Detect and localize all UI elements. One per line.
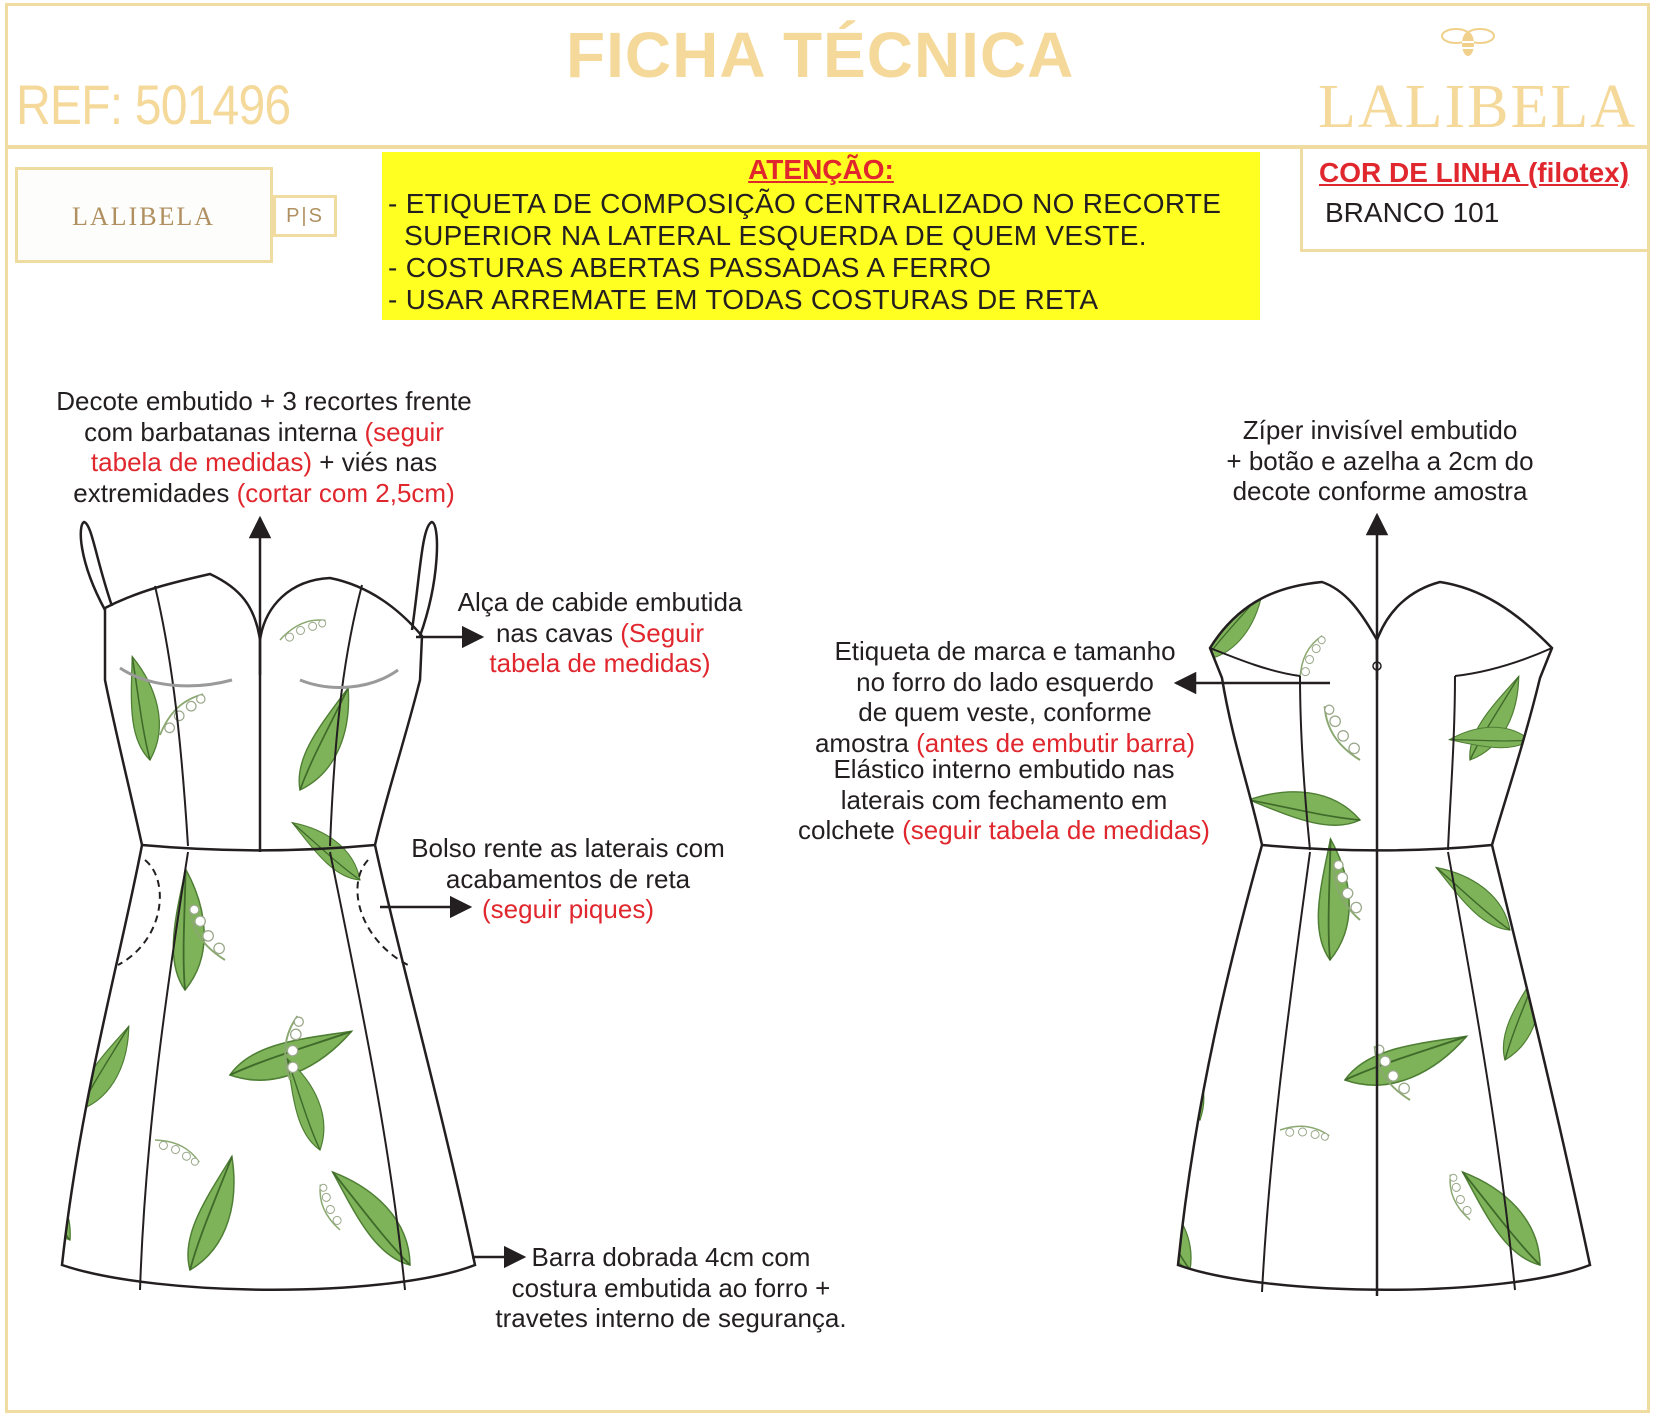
label-brand: LALIBELA bbox=[72, 202, 216, 231]
note-line: costura embutida ao forro + bbox=[511, 1272, 831, 1303]
note-line: travetes interno de segurança. bbox=[495, 1303, 847, 1333]
note-line bbox=[48, 447, 480, 478]
note-highlight: (seguir tabela de medidas) bbox=[902, 815, 1210, 845]
reference-code: REF: 501496 bbox=[16, 73, 291, 136]
notice-line: - ETIQUETA DE COMPOSIÇÃO CENTRALIZADO NO RECORTE bbox=[388, 188, 1222, 219]
note-highlight: tabela de medidas) bbox=[90, 447, 313, 477]
notice-line: - COSTURAS ABERTAS PASSADAS A FERRO bbox=[388, 252, 992, 283]
note-line: Decote embutido + 3 recortes frente bbox=[56, 386, 472, 416]
thread-value: BRANCO 101 bbox=[1325, 197, 1500, 228]
notice-line: - USAR ARREMATE EM TODAS COSTURAS DE RETA bbox=[388, 284, 1099, 315]
note-line: Zíper invisível embutido bbox=[1242, 415, 1518, 445]
notice-line: SUPERIOR NA LATERAL ESQUERDA DE QUEM VESTE. bbox=[388, 220, 1147, 251]
note-text: amostra bbox=[814, 727, 917, 758]
note-elastic bbox=[784, 754, 1224, 846]
note-pocket bbox=[400, 833, 736, 925]
note-line: decote conforme amostra bbox=[1232, 476, 1528, 506]
note-highlight: (seguir piques) bbox=[482, 894, 654, 924]
note-line: Alça de cabide embutida bbox=[457, 587, 743, 617]
note-text: nas cavas bbox=[495, 617, 621, 648]
note-line bbox=[48, 478, 480, 509]
note-highlight: tabela de medidas) bbox=[489, 648, 711, 678]
note-line: Elástico interno embutido nas bbox=[833, 754, 1175, 784]
note-highlight: (cortar com 2,5cm) bbox=[236, 477, 455, 508]
note-line: Barra dobrada 4cm com bbox=[531, 1242, 811, 1272]
thread-title: COR DE LINHA (filotex) bbox=[1319, 157, 1630, 188]
note-line: Bolso rente as laterais com bbox=[411, 833, 725, 863]
note-text: extremidades bbox=[73, 477, 237, 508]
notice-title: ATENÇÃO: bbox=[748, 154, 894, 185]
note-zipper bbox=[1200, 415, 1560, 507]
note-line: laterais com fechamento em bbox=[840, 784, 1168, 815]
note-strap bbox=[450, 587, 750, 679]
note-highlight: (seguir bbox=[364, 416, 444, 447]
note-line bbox=[784, 815, 1224, 846]
note-label-back bbox=[790, 636, 1220, 758]
brand-name: LALIBELA bbox=[1318, 73, 1638, 141]
note-line: Etiqueta de marca e tamanho bbox=[834, 636, 1176, 666]
note-highlight: (antes de embutir barra) bbox=[916, 727, 1196, 758]
note-line: acabamentos de reta bbox=[445, 863, 691, 894]
note-text: colchete bbox=[798, 815, 903, 845]
note-neckline bbox=[48, 386, 480, 508]
size-tab: P|S bbox=[273, 195, 337, 237]
note-line: de quem veste, conforme bbox=[858, 697, 1152, 727]
note-text: com barbatanas interna bbox=[84, 416, 365, 447]
note-line bbox=[48, 417, 480, 448]
note-highlight: (Seguir bbox=[620, 617, 705, 648]
note-hem bbox=[486, 1242, 856, 1334]
note-line: no forro do lado esquerdo bbox=[856, 666, 1154, 697]
note-text: + viés nas bbox=[312, 447, 438, 477]
note-line: + botão e azelha a 2cm do bbox=[1226, 445, 1534, 476]
page-title: FICHA TÉCNICA bbox=[566, 19, 1075, 91]
note-line bbox=[450, 618, 750, 649]
